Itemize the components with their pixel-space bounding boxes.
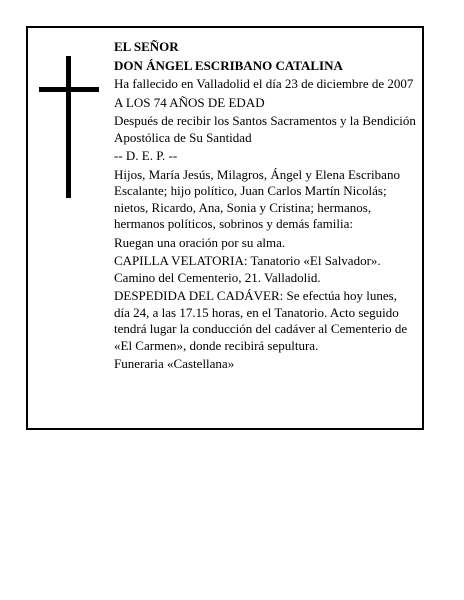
age-line: A LOS 74 AÑOS DE EDAD — [114, 94, 265, 110]
title-line-2: DON ÁNGEL ESCRIBANO CATALINA — [114, 57, 343, 73]
obituary-notice — [26, 26, 424, 430]
cross-icon — [39, 56, 99, 198]
rip-line: -- D. E. P. -- — [114, 148, 178, 163]
notice-text — [114, 39, 416, 375]
family-paragraph: Hijos, María Jesús, Milagros, Ángel y Elena Escribano Escalante; hijo político, Juan Carlos Martín Nicolás; nietos, Ricardo, Ana, Sonia y Cristina; hermanos, hermanos políticos, sobrinos y demás familia: — [114, 166, 400, 231]
cross-horizontal-bar — [39, 87, 99, 92]
cross-vertical-bar — [66, 56, 71, 198]
death-info: Ha fallecido en Valladolid el día 23 de diciembre de 2007 — [114, 76, 414, 91]
sacraments-line: Después de recibir los Santos Sacramentos y la Bendición Apostólica de Su Santidad — [114, 113, 416, 145]
funeral-home-line: Funeraria «Castellana» — [114, 356, 235, 371]
farewell-paragraph: DESPEDIDA DEL CADÁVER: Se efectúa hoy lunes, día 24, a las 17.15 horas, en el Tanatorio. Acto seguido tendrá lugar la conducción del cadáver al Cementerio de «El Carmen», donde recibirá sepultura. — [114, 288, 408, 353]
title-line-1: EL SEÑOR — [114, 39, 179, 54]
chapel-paragraph: CAPILLA VELATORIA: Tanatorio «El Salvador». Camino del Cementerio, 21. Valladolid. — [114, 253, 381, 285]
prayer-line: Ruegan una oración por su alma. — [114, 234, 286, 250]
